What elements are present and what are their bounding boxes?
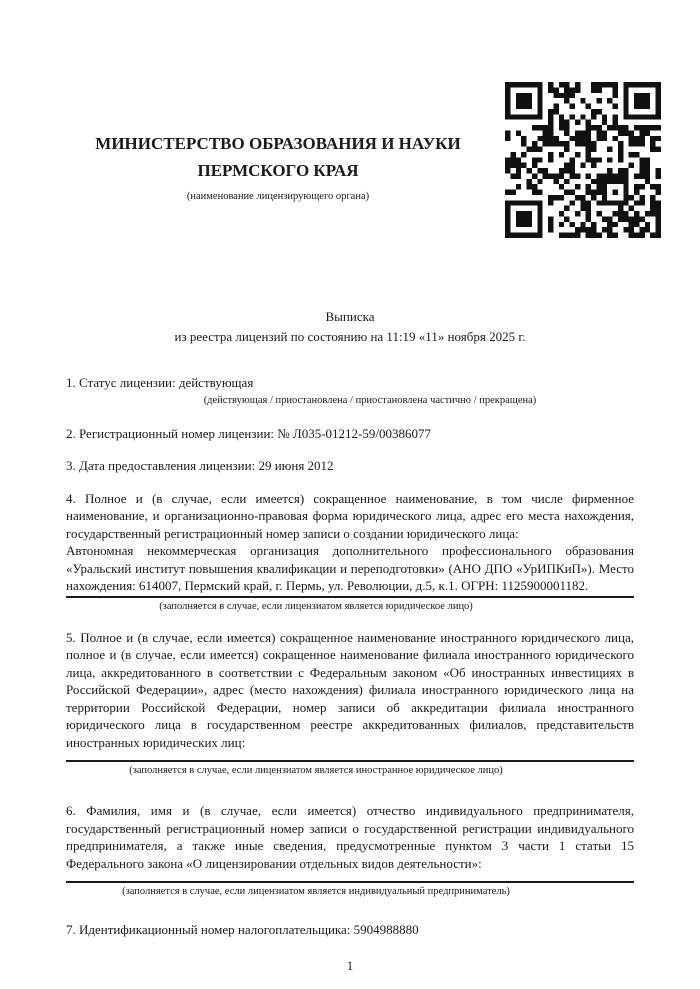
legal-entity-answer: Автономная некоммерческая организация дополнительного профессионального образования «Уральский институт повышения квалификации и переподготовки» (АНО ДПО «УрИПКиП»). Место нахождения: 614007, Пермский край, г. Пермь, ул. Революции, д.5, к.1. ОГРН: 1125900001182.	[66, 543, 634, 593]
license-grant-date-text: 3. Дата предоставления лицензии: 29 июня 2012	[66, 458, 334, 473]
fill-in-rule	[66, 596, 634, 598]
foreign-legal-entity-question-text: 5. Полное и (в случае, если имеется) сокращенное наименование иностранного юридического лица, полное и (в случае, если имеется) сокращенное наименование филиала иностранного юридического лица, аккредитованного в соответствии с Федеральным законом «Об иностранных инвестициях в Российской Федерации», адрес (место нахождения) филиала иностранного юридического лица на территории Российской Федерации, номер записи об аккредитации филиала иностранного юридического лица в государственном реестре аккредитованных филиалов, представительств иностранных юридических лиц:	[66, 629, 634, 750]
ministry-name-line1: МИНИСТЕРСТВО ОБРАЗОВАНИЯ И НАУКИ	[95, 134, 461, 153]
document-title-line1: Выписка	[325, 309, 375, 324]
fill-in-rule	[66, 881, 634, 883]
legal-entity-question-text: 4. Полное и (в случае, если имеется) сокращенное наименование, в том числе фирменное наименование, и организационно-правовая форма юридического лица, адрес его места нахождения, государственный регистрационный номер записи о создании юридического лица:	[66, 490, 634, 541]
ministry-name-line2: ПЕРМСКОГО КРАЯ	[197, 161, 359, 180]
registration-number-text: 2. Регистрационный номер лицензии: № Л035-01212-59/00386077	[66, 425, 432, 441]
license-status-text: 1. Статус лицензии: действующая	[66, 375, 254, 390]
section-license-status	[66, 374, 634, 408]
section-license-grant-date	[66, 457, 634, 475]
individual-entrepreneur-caption: (заполняется в случае, если лицензиатом является индивидуальный предприниматель)	[122, 886, 510, 897]
individual-entrepreneur-question-text: 6. Фамилия, имя и (в случае, если имеется) отчество индивидуального предпринимателя, государственный регистрационный номер записи о государственной регистрации индивидуального предпринимателя, а также иные сведения, предусмотренные пунктом 3 части 1 статьи 15 Федерального закона «О лицензировании отдельных видов деятельности»:	[66, 803, 634, 871]
document-title	[66, 307, 634, 347]
page-number: 1	[346, 957, 354, 973]
ministry-name	[66, 130, 490, 184]
fill-in-rule	[66, 760, 634, 762]
section-individual-entrepreneur	[66, 802, 634, 899]
ministry-caption: (наименование лицензирующего органа)	[186, 191, 370, 202]
section-foreign-legal-entity	[66, 629, 634, 779]
document-content	[66, 0, 634, 974]
section-taxpayer-id	[66, 921, 634, 939]
foreign-legal-entity-answer-blank	[66, 751, 634, 759]
individual-entrepreneur-answer-blank	[66, 872, 634, 880]
licensing-authority-header	[66, 130, 490, 203]
license-status-options-caption: (действующая / приостановлена / приостановлена частично / прекращена)	[203, 394, 537, 406]
taxpayer-id-text: 7. Идентификационный номер налогоплательщика: 5904988880	[66, 922, 419, 937]
foreign-legal-entity-caption: (заполняется в случае, если лицензиатом является иностранное юридическое лицо)	[129, 765, 503, 776]
section-legal-entity	[66, 490, 634, 614]
document-title-line2: из реестра лицензий по состоянию на 11:19 «11» ноября 2025 г.	[174, 329, 526, 344]
section-registration-number	[66, 425, 634, 443]
legal-entity-caption: (заполняется в случае, если лицензиатом является юридическое лицо)	[159, 600, 473, 612]
